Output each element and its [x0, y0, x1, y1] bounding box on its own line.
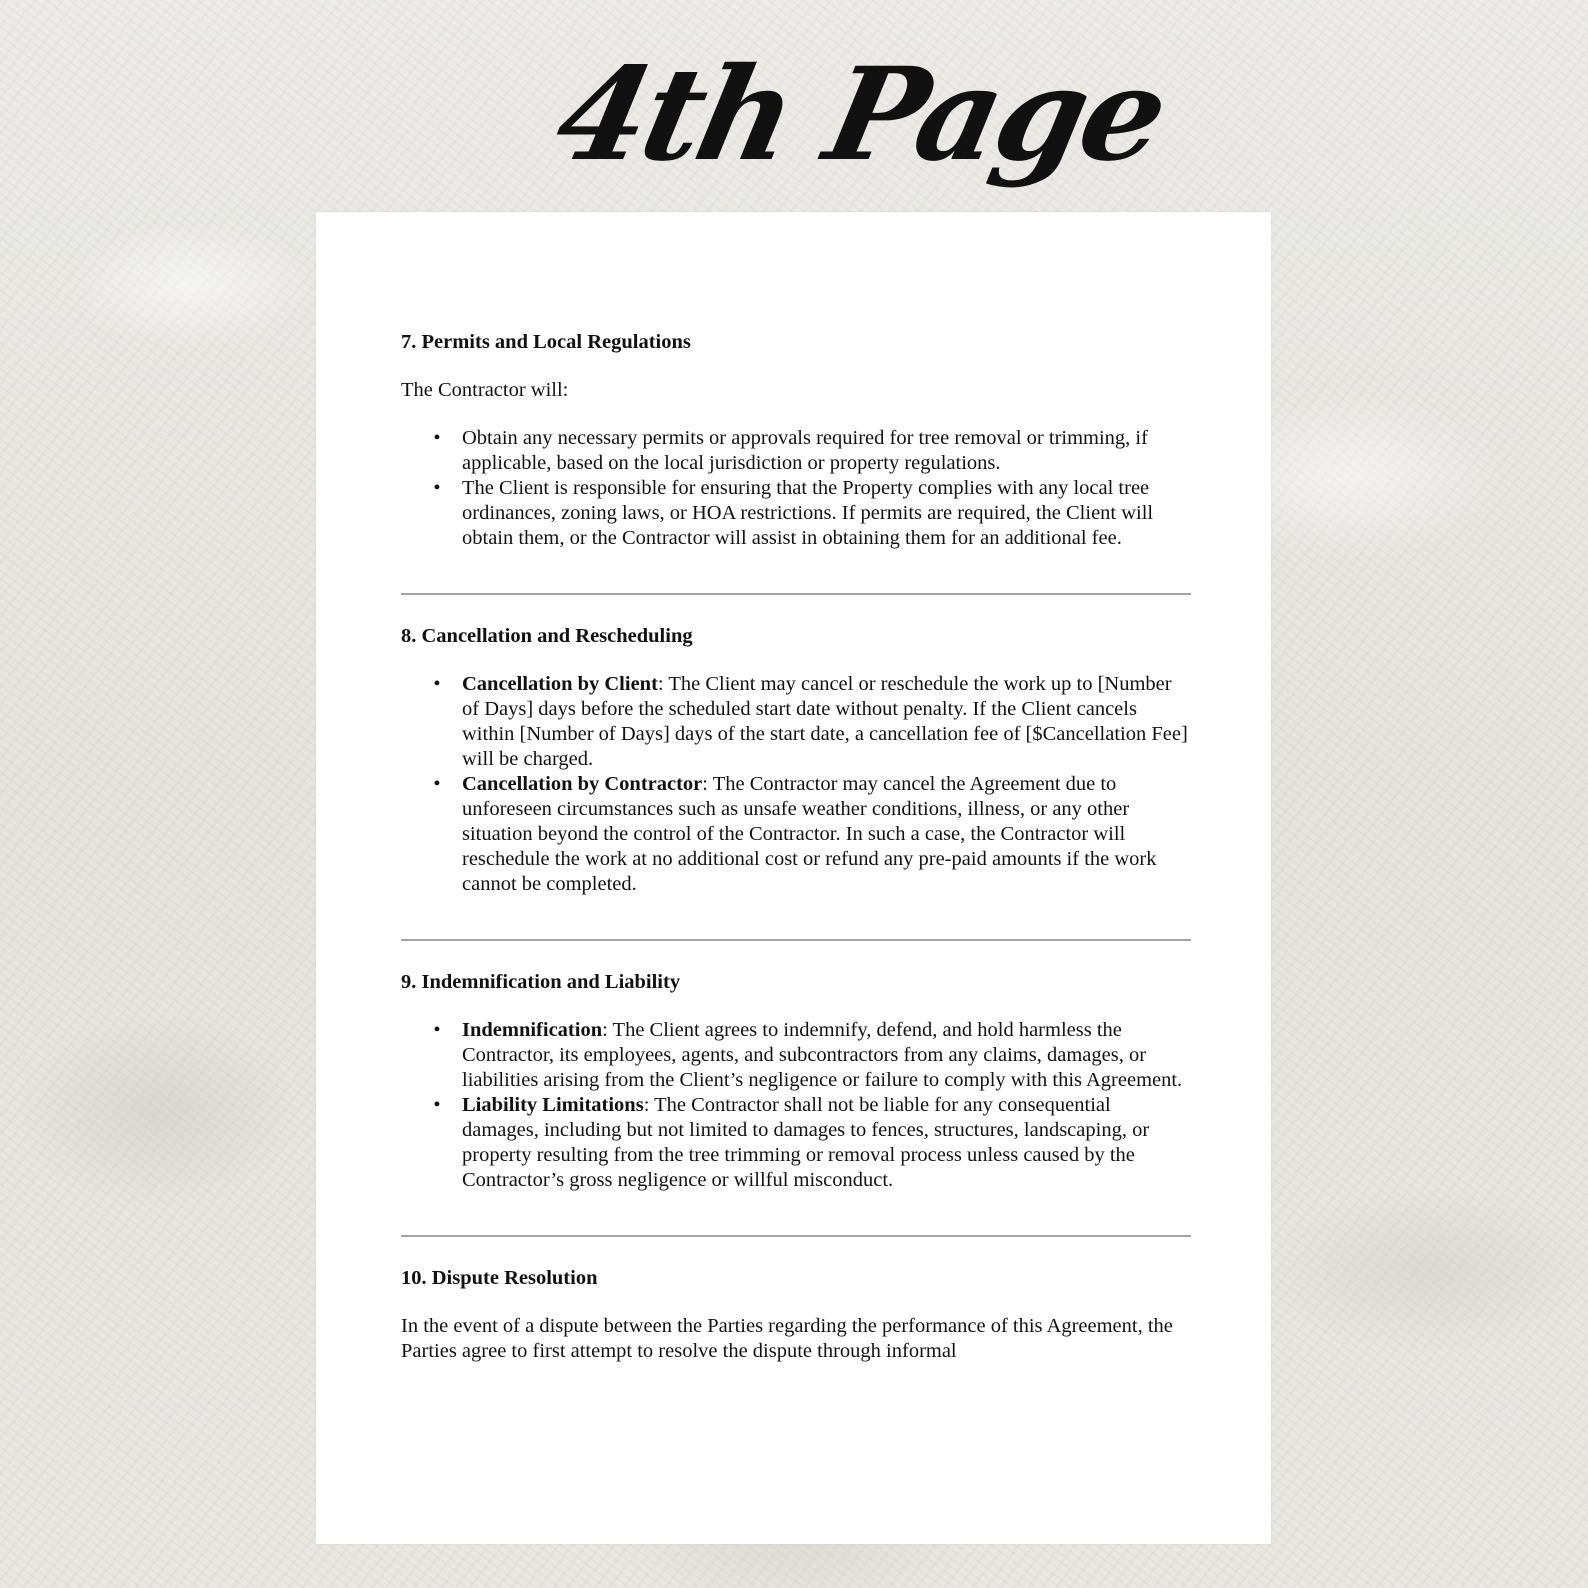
list-item-text: : The Client may cancel or reschedule the work up to [Number of Days] days before the scheduled start date without penalty. If the Client cancels within [Number of Days] days of the start date, a cancellation fee of [$Cancellation Fee] will be charged. — [462, 673, 1188, 770]
list-item-text: Obtain any necessary permits or approvals required for tree removal or trimming, if applicable, based on the local jurisdiction or property regulations. — [462, 427, 1148, 474]
section-dispute-resolution — [401, 1266, 1191, 1364]
bullet-icon: • — [433, 673, 441, 695]
list-item — [433, 476, 1191, 551]
section-intro: The Contractor will: — [401, 379, 569, 401]
section-title: 7. Permits and Local Regulations — [401, 331, 691, 353]
bullet-icon: • — [433, 773, 441, 795]
bullet-icon: • — [433, 427, 441, 449]
list-item-text: : The Contractor may cancel the Agreement due to unforeseen circumstances such as unsafe weather conditions, illness, or any other situation beyond the control of the Contractor. In such a case, the Contractor will reschedule the work at no additional cost or refund any pre-paid amounts if the work cannot be completed. — [462, 773, 1157, 895]
bullet-icon: • — [433, 1019, 441, 1041]
list-item-text: : The Contractor shall not be liable for any consequential damages, including but not limited to damages to fences, structures, landscaping, or property resulting from the tree trimming or removal process unless caused by the Contractor’s gross negligence or willful misconduct. — [462, 1094, 1150, 1191]
section-indemnification — [401, 970, 1191, 1193]
bullet-icon: • — [433, 477, 441, 499]
list-item-lead: Cancellation by Client — [462, 673, 658, 695]
page-heading-art: 4th Page — [544, 40, 1177, 190]
list-item-text: The Client is responsible for ensuring that the Property complies with any local tree ordinances, zoning laws, or HOA restrictions. If permits are required, the Client will obtain them, or the Contractor will assist in obtaining them for an additional fee. — [462, 477, 1154, 549]
bullet-list — [401, 1018, 1191, 1193]
list-item — [433, 772, 1191, 897]
section-title: 10. Dispute Resolution — [401, 1267, 598, 1289]
section-permits — [401, 330, 1191, 551]
document-content — [401, 330, 1191, 1364]
bullet-list — [401, 672, 1191, 897]
list-item-text: : The Client agrees to indemnify, defend, and hold harmless the Contractor, its employees, agents, and subcontractors from any claims, damages, or liabilities arising from the Client’s negligence or failure to comply with this Agreement. — [462, 1019, 1183, 1091]
list-item — [433, 672, 1191, 772]
list-item — [433, 1018, 1191, 1093]
document-page — [316, 212, 1271, 1544]
list-item-lead: Cancellation by Contractor — [462, 773, 703, 795]
list-item-lead: Indemnification — [462, 1019, 603, 1041]
section-title: 9. Indemnification and Liability — [401, 971, 681, 993]
bullet-list — [401, 426, 1191, 551]
section-intro: In the event of a dispute between the Parties regarding the performance of this Agreement, the Parties agree to first attempt to resolve the dispute through informal — [401, 1315, 1173, 1362]
list-item-lead: Liability Limitations — [462, 1094, 644, 1116]
bullet-icon: • — [433, 1094, 441, 1116]
section-title: 8. Cancellation and Rescheduling — [401, 625, 693, 647]
list-item — [433, 1093, 1191, 1193]
list-item — [433, 426, 1191, 476]
section-cancellation — [401, 624, 1191, 897]
